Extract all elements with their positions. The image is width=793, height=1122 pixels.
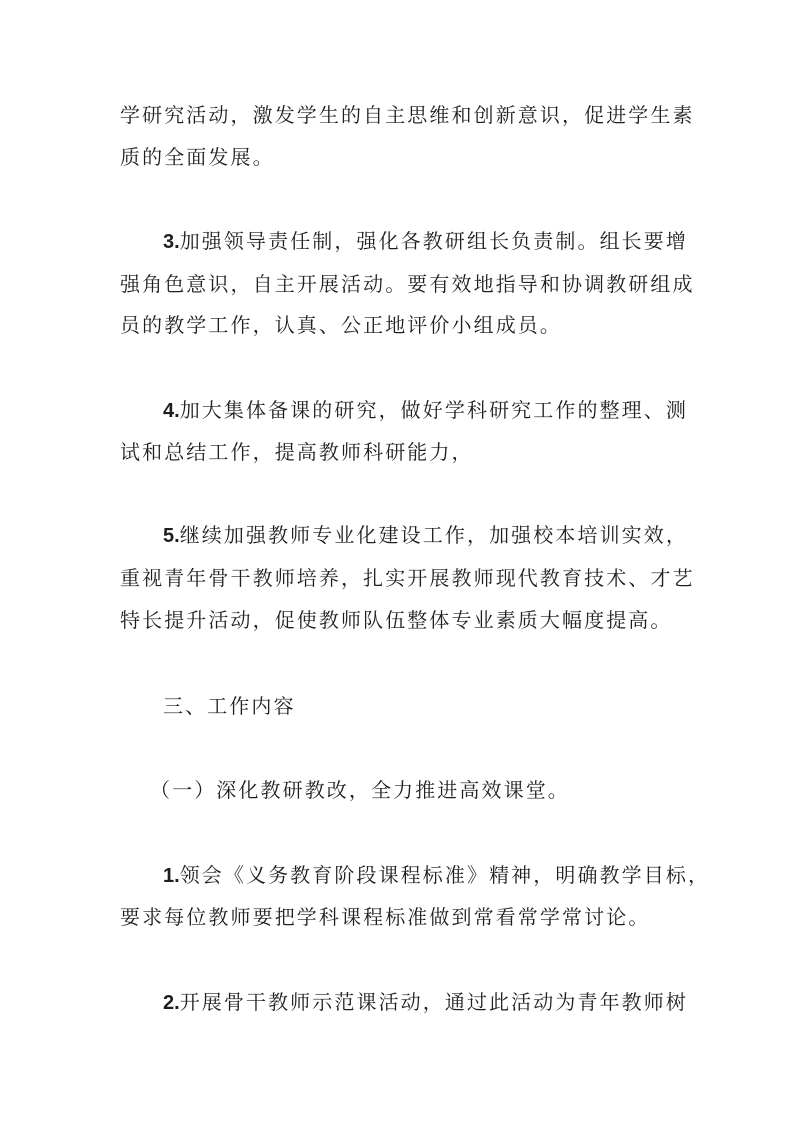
list-item-5 [163, 522, 723, 548]
paragraph-line: 学研究活动，激发学生的自主思维和创新意识，促进学生素 [120, 103, 695, 127]
item-number: 1. [163, 865, 180, 887]
list-item-1 [163, 862, 723, 888]
paragraph-line: 重视青年骨干教师培养，扎实开展教师现代教育技术、才艺 [120, 566, 695, 590]
paragraph-line: 特长提升活动，促使教师队伍整体专业素质大幅度提高。 [120, 608, 673, 632]
subsection-heading: （一）深化教研教改，全力推进高效课堂。 [150, 778, 570, 802]
section-heading: 三、工作内容 [163, 694, 296, 718]
paragraph-line: 继续加强教师专业化建设工作，加强校本培训实效， [179, 523, 688, 547]
paragraph-line: 强角色意识，自主开展活动。要有效地指导和协调教研组成 [120, 272, 695, 296]
paragraph-line: 要求每位教师要把学科课程标准做到常看常学常讨论。 [120, 905, 651, 929]
item-number: 5. [163, 525, 180, 547]
list-item-3 [163, 228, 723, 254]
paragraph-line: 领会《义务教育阶段课程标准》精神，明确教学目标， [179, 863, 711, 887]
paragraph-line: 加大集体备课的研究，做好学科研究工作的整理、测 [179, 398, 688, 422]
paragraph-line: 开展骨干教师示范课活动，通过此活动为青年教师树 [179, 990, 688, 1014]
list-item-2 [163, 989, 723, 1015]
item-number: 4. [163, 400, 180, 422]
paragraph-line: 试和总结工作，提高教师科研能力， [120, 440, 474, 464]
item-number: 3. [163, 231, 180, 253]
list-item-4 [163, 397, 723, 423]
paragraph-line: 加强领导责任制，强化各教研组长负责制。组长要增 [179, 229, 688, 253]
paragraph-line: 质的全面发展。 [120, 145, 275, 169]
item-number: 2. [163, 992, 180, 1014]
paragraph-line: 员的教学工作，认真、公正地评价小组成员。 [120, 313, 562, 337]
